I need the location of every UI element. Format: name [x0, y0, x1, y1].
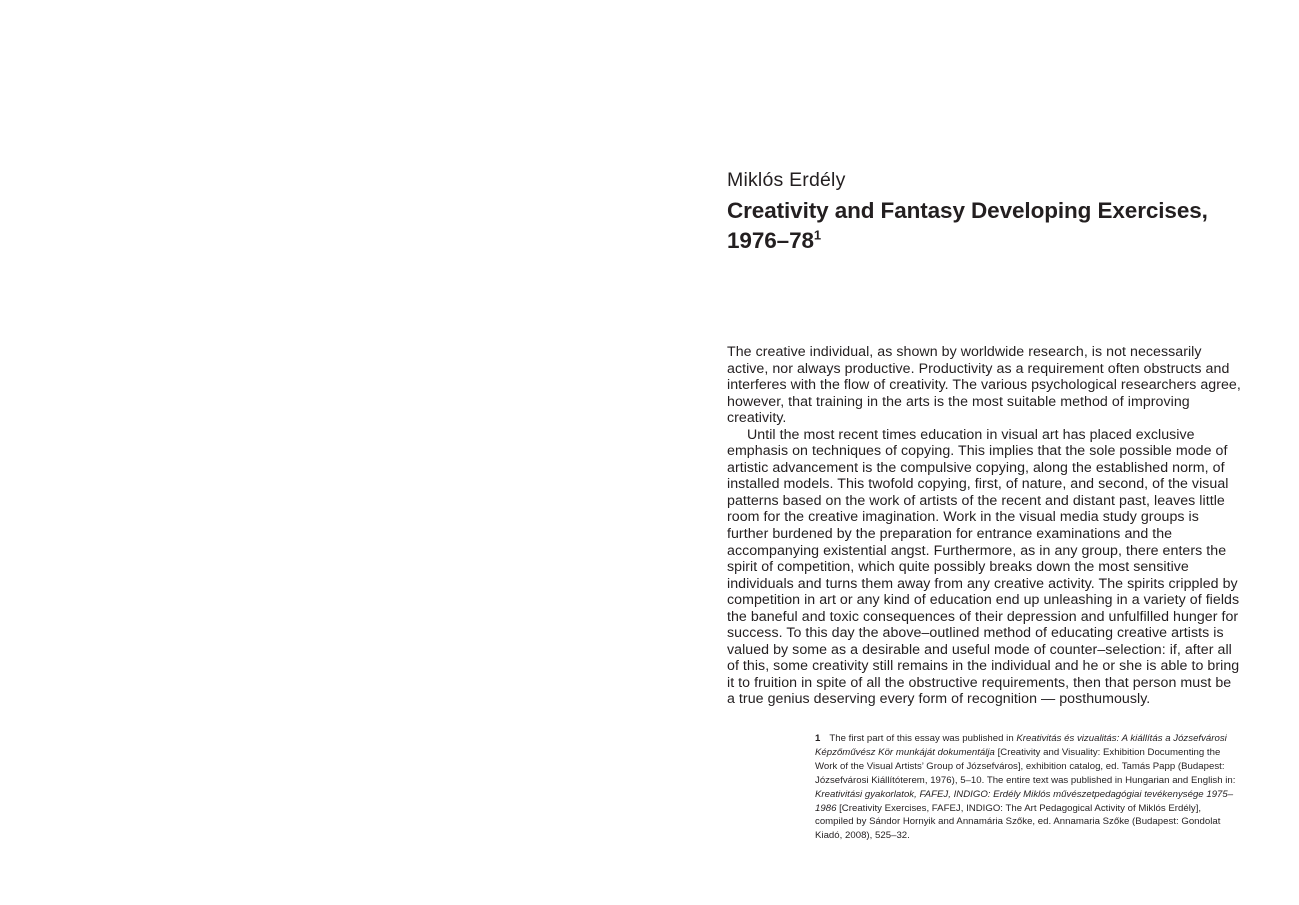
title-text: Creativity and Fantasy Developing Exercises, 1976–78 — [727, 198, 1208, 254]
paragraph-1: The creative individual, as shown by worldwide research, is not necessarily active, nor always productive. Productivity as a requirement often obstructs and interferes with the flow of creativity. The various psychological researchers agree, however, that training in the arts is the most suitable method of improving creativity. — [727, 344, 1241, 427]
footnote-1 — [815, 732, 1242, 843]
footnote-number: 1 — [815, 733, 821, 744]
footnote-segment: Kreativitási gyakorlatok, FAFEJ, INDIGO: Erdély Miklós művészetpedagógiai tevékenysége 1975–1986 — [815, 788, 1234, 814]
page-title — [727, 196, 1241, 255]
title-block — [727, 168, 1241, 256]
footnote-segment: Kreativitás és vizualitás: A kiállítás a Józsefvárosi Képzőművész Kör munkáját dokumentálja — [815, 733, 1227, 758]
footnote-text — [815, 733, 1235, 841]
paragraph-2: Until the most recent times education in visual art has placed exclusive emphasis on techniques of copying. This implies that the sole possible mode of artistic advancement is the compulsive copying, along the established norm, of installed models. This twofold copying, first, of nature, and second, of the visual patterns based on the work of artists of the recent and distant past, leaves little room for the creative imagination. Work in the visual media study groups is further burdened by the preparation for entrance examinations and the accompanying existential angst. Furthermore, as in any group, there enters the spirit of competition, which quite possibly breaks down the most sensitive individuals and turns them away from any creative activity. The spirits crippled by competition in art or any kind of education end up unleashing in a variety of fields the baneful and toxic consequences of their depression and unfulfilled hunger for success. To this day the above–outlined method of educating creative artists is valued by some as a desirable and useful mode of counter–selection: if, after all of this, some creativity still remains in the individual and he or she is able to bring it to fruition in spite of all the obstructive requirements, then that person must be a true genius deserving every form of recognition — posthumously. — [727, 426, 1240, 708]
author-name: Miklós Erdély — [727, 169, 846, 191]
title-footnote-marker: 1 — [813, 227, 822, 243]
footnote-segment: The first part of this essay was published in — [829, 733, 1017, 744]
footnote-segment: [Creativity Exercises, FAFEJ, INDIGO: The Art Pedagogical Activity of Miklós Erdély], compiled by Sándor Hornyik and Annamária Szőke, ed. Annamaria Szőke (Budapest: Gondolat Kiadó, 2008), 525–32. — [815, 802, 1221, 842]
footnote-segment: [Creativity and Visuality: Exhibition Documenting the Work of the Visual Artists’ Group of Józsefváros], exhibition catalog, ed. Tamás Papp (Budapest: Józsefvárosi Kiállítóterem, 1976), 5–10. The entire text was published in Hungarian and English in: — [815, 746, 1236, 786]
body-text — [727, 344, 1243, 708]
